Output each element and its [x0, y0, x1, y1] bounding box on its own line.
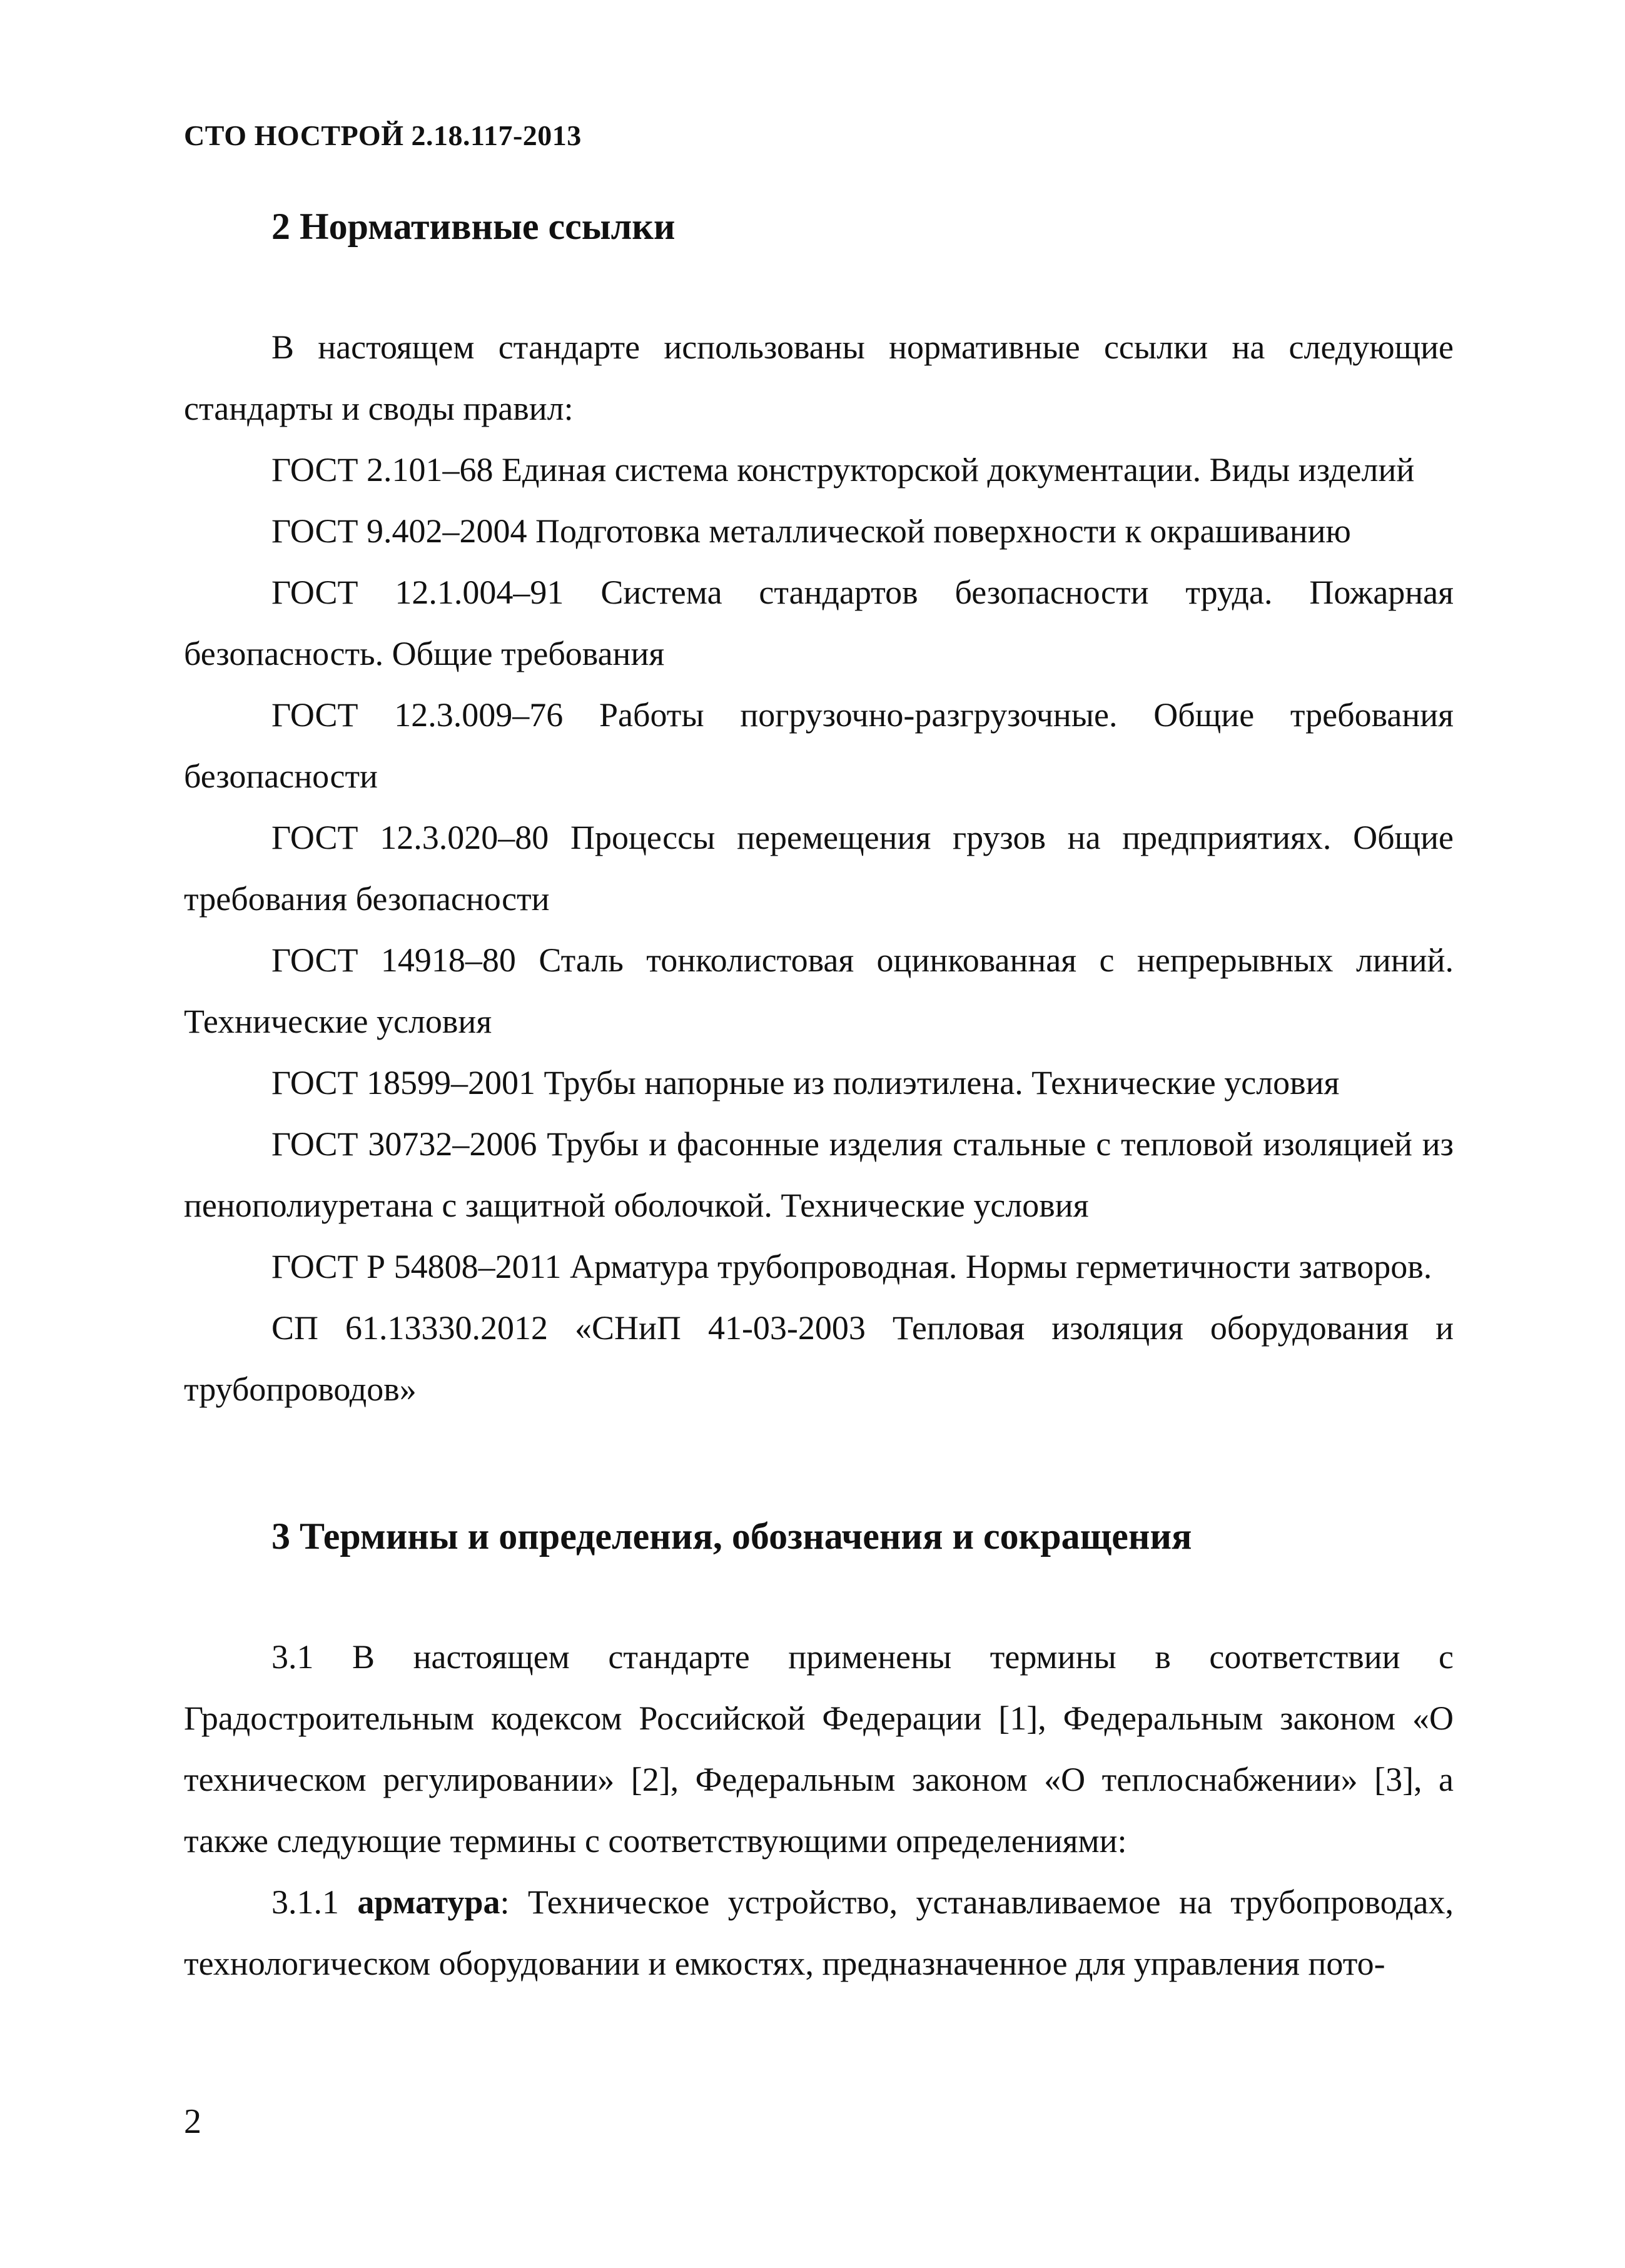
reference-item: ГОСТ 30732–2006 Трубы и фасонные изделия стальные с тепловой изоляцией из пенополиуретана с защитной оболочкой. Технические условия — [184, 1125, 1454, 1224]
reference-item: ГОСТ 9.402–2004 Подготовка металлической поверхности к окрашиванию — [271, 512, 1351, 550]
paragraph-intro: В настоящем стандарте использованы нормативные ссылки на следующие стандарты и своды правил: — [184, 328, 1454, 427]
reference-item: ГОСТ 18599–2001 Трубы напорные из полиэтилена. Технические условия — [271, 1064, 1340, 1101]
reference-item: ГОСТ 14918–80 Сталь тонколистовая оцинкованная с непрерывных линий. Технические условия — [184, 941, 1454, 1040]
document-header: СТО НОСТРОЙ 2.18.117-2013 — [184, 119, 582, 151]
term-name: арматура — [357, 1883, 500, 1921]
paragraph-3-1: 3.1 В настоящем стандарте применены термины в соответствии с Градостроительным кодексом Российской Федерации [1], Федеральным законом «О техническом регулировании» [2], Федеральным законом «О теплоснабжении» [3], а также следующие термины с соответствующими определениями: — [184, 1638, 1454, 1860]
reference-item: ГОСТ Р 54808–2011 Арматура трубопроводная. Нормы герметичности затворов. — [271, 1248, 1432, 1285]
section-2-body — [184, 316, 1454, 1420]
section-3-body — [184, 1626, 1454, 1994]
term-number: 3.1.1 — [271, 1883, 339, 1921]
reference-item: ГОСТ 12.3.009–76 Работы погрузочно-разгрузочные. Общие требования безопасности — [184, 696, 1454, 795]
section-3-title: 3 Термины и определения, обозначения и сокращения — [271, 1516, 1192, 1557]
reference-item: ГОСТ 12.3.020–80 Процессы перемещения грузов на предприятиях. Общие требования безопасности — [184, 819, 1454, 918]
reference-item: ГОСТ 12.1.004–91 Система стандартов безопасности труда. Пожарная безопасность. Общие требования — [184, 574, 1454, 672]
reference-item: ГОСТ 2.101–68 Единая система конструкторской документации. Виды изделий — [271, 451, 1415, 489]
term-definition: : Техническое устройство, устанавливаемое на трубопроводах, технологическом оборудовании и емкостях, предназначенное для управления пото- — [184, 1883, 1454, 1982]
reference-item: СП 61.13330.2012 «СНиП 41-03-2003 Тепловая изоляция оборудования и трубопроводов» — [184, 1309, 1454, 1408]
section-2-title: 2 Нормативные ссылки — [271, 206, 676, 247]
page-number: 2 — [184, 2102, 201, 2141]
paragraph-3-1-1 — [184, 1871, 1454, 1994]
